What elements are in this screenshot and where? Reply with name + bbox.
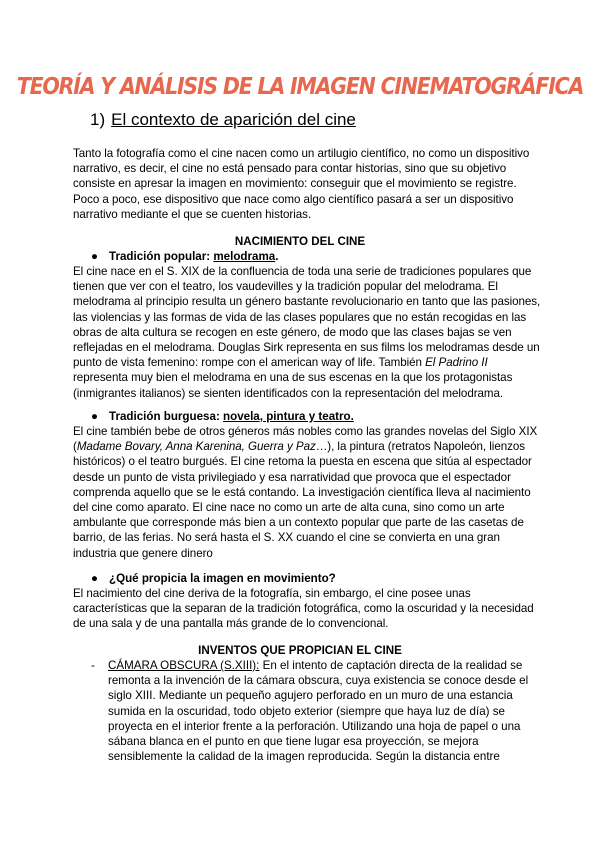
text-line: del cine como aparato. El cine nace no como un arte de alta cuna, sino como un arte — [73, 501, 505, 515]
text-line — [108, 658, 538, 673]
text-line: sensiblemente la calidad de la imagen reproducida. Según la distancia entre — [108, 750, 500, 764]
section-title: El contexto de aparición del cine — [111, 110, 356, 129]
text-line: barrio, de las ferias. No será hasta el S. XX cuando el cine se convierta en una gran — [73, 531, 500, 545]
paragraph-imagen-movimiento — [73, 586, 533, 632]
text-line: comprenda aquello que se le está contando. La investigación científica lleva al nacimiento — [73, 485, 531, 499]
bullet-lead: Tradición popular: — [109, 250, 214, 263]
paragraph-melodrama — [73, 264, 541, 401]
text-line — [73, 355, 533, 370]
document-title: TEORÍA Y ANÁLISIS DE LA IMAGEN CINEMATOGRÁFICA — [16, 72, 584, 100]
bullet-lead: Tradición burguesa: — [109, 410, 224, 423]
bullet-underlined: melodrama — [213, 250, 276, 263]
section-heading — [90, 110, 356, 130]
text-line: ambulante que corresponde más bien a un contexto popular que parte de las casetas de — [73, 516, 524, 530]
text-line: El cine también bebe de otros géneros más nobles como las grandes novelas del Siglo XIX — [73, 425, 538, 438]
text-line: de una sala y de una pantalla más grande de lo convencional. — [73, 617, 389, 631]
text-line: las violencias y las formas de vida de las clases populares que no están recogidas en las — [73, 310, 527, 324]
section-number: 1) — [90, 110, 106, 129]
text-line — [73, 439, 533, 454]
text-segment: …), la pintura (retratos Napoleón, lienzos — [315, 440, 526, 454]
bullet-underlined: novela, pintura y teatro. — [223, 410, 354, 423]
text-line: obras de alta cultura se recogen en este género, de modo que las clases bajas se ven — [73, 325, 512, 339]
text-line: desde un punto de vista privilegiado y esa narratividad que provoca que el espectador — [73, 470, 511, 484]
text-line: narrativo, es decir, el cine no está pensado para contar historias, sino que su objetivo — [73, 162, 507, 176]
text-line: narrativo mediante el que se cuenten historias. — [73, 207, 312, 221]
text-line: consiste en apresar la imagen en movimiento: conseguir que el movimiento se registre. — [73, 177, 517, 191]
bullet-imagen-movimiento — [91, 572, 336, 585]
bullet-lead: ¿Qué propicia la imagen en movimiento? — [109, 572, 336, 585]
bullet-dot: ● — [91, 250, 99, 263]
text-line: remonta a la invención de la cámara obscura, cuya existencia se conoce desde el — [108, 674, 529, 688]
list-dash: - — [91, 659, 95, 672]
paragraph-burguesa — [73, 424, 538, 561]
text-line: proyecta en el interior frente a la perforación. Utilizando una hoja de papel o una — [108, 719, 521, 733]
novel-titles: Madame Bovary, Anna Karenina, Guerra y Paz — [76, 440, 316, 454]
bullet-tradicion-popular — [91, 250, 278, 263]
bullet-dot: ● — [91, 410, 99, 423]
bullet-tail: . — [275, 250, 279, 263]
text-line: Tanto la fotografía como el cine nacen como un artilugio científico, no como un dispositivo — [73, 147, 530, 160]
text-line: representa muy bien el melodrama en una de sus escenas en la que los protagonistas — [73, 371, 513, 385]
text-segment: punto de vista femenino: rompe con el american way of life. También — [73, 356, 426, 370]
text-line: tienen que ver con el teatro, los vaudevilles y la tradición popular del melodrama. El — [73, 280, 498, 294]
heading-nacimiento: NACIMIENTO DEL CINE — [234, 235, 366, 248]
text-line: sumida en la oscuridad, todo objeto exterior (siempre que haya luz de día) se — [108, 704, 505, 718]
heading-inventos: INVENTOS QUE PROPICIAN EL CINE — [198, 644, 402, 657]
text-line: (inmigrantes italianos) se sienten identificados con la representación del melodrama. — [73, 386, 504, 400]
bullet-dot: ● — [91, 572, 99, 585]
text-line: industria que genere dinero — [73, 546, 213, 560]
text-segment: En el intento de captación directa de la realidad se — [259, 659, 523, 672]
text-line: características que la separan de la tradición fotográfica, como la oscuridad y la necesidad — [73, 602, 534, 616]
list-item-camara-obscura — [108, 658, 538, 764]
text-line: sábana blanca en el punto en que tiene lugar esa proyección, se mejora — [108, 735, 479, 749]
text-segment: ( — [73, 440, 77, 454]
text-line: siglo XIII. Mediante un pequeño agujero perforado en un muro de una estancia — [108, 689, 513, 703]
text-line: históricos) o el teatro burgués. El cine retoma la puesta en escena que sitúa al espectador — [73, 455, 532, 469]
text-line: El cine nace en el S. XIX de la confluencia de toda una serie de tradiciones populares que — [73, 265, 532, 278]
text-line: Poco a poco, ese dispositivo que nace como algo científico pasará a ser un dispositivo — [73, 192, 514, 206]
text-line: melodrama al principio resulta un género bastante revolucionario en tanto que las pasiones, — [73, 295, 541, 309]
text-line: El nacimiento del cine deriva de la fotografía, sin embargo, el cine posee unas — [73, 587, 471, 600]
item-label: CÁMARA OBSCURA (S.XIII): — [108, 659, 260, 672]
bullet-tradicion-burguesa — [91, 410, 354, 423]
text-line: reflejadas en el melodrama. Douglas Sirk representa en sus films los melodramas desde un — [73, 341, 540, 355]
intro-paragraph — [73, 146, 533, 222]
film-title: El Padrino II — [425, 356, 488, 370]
